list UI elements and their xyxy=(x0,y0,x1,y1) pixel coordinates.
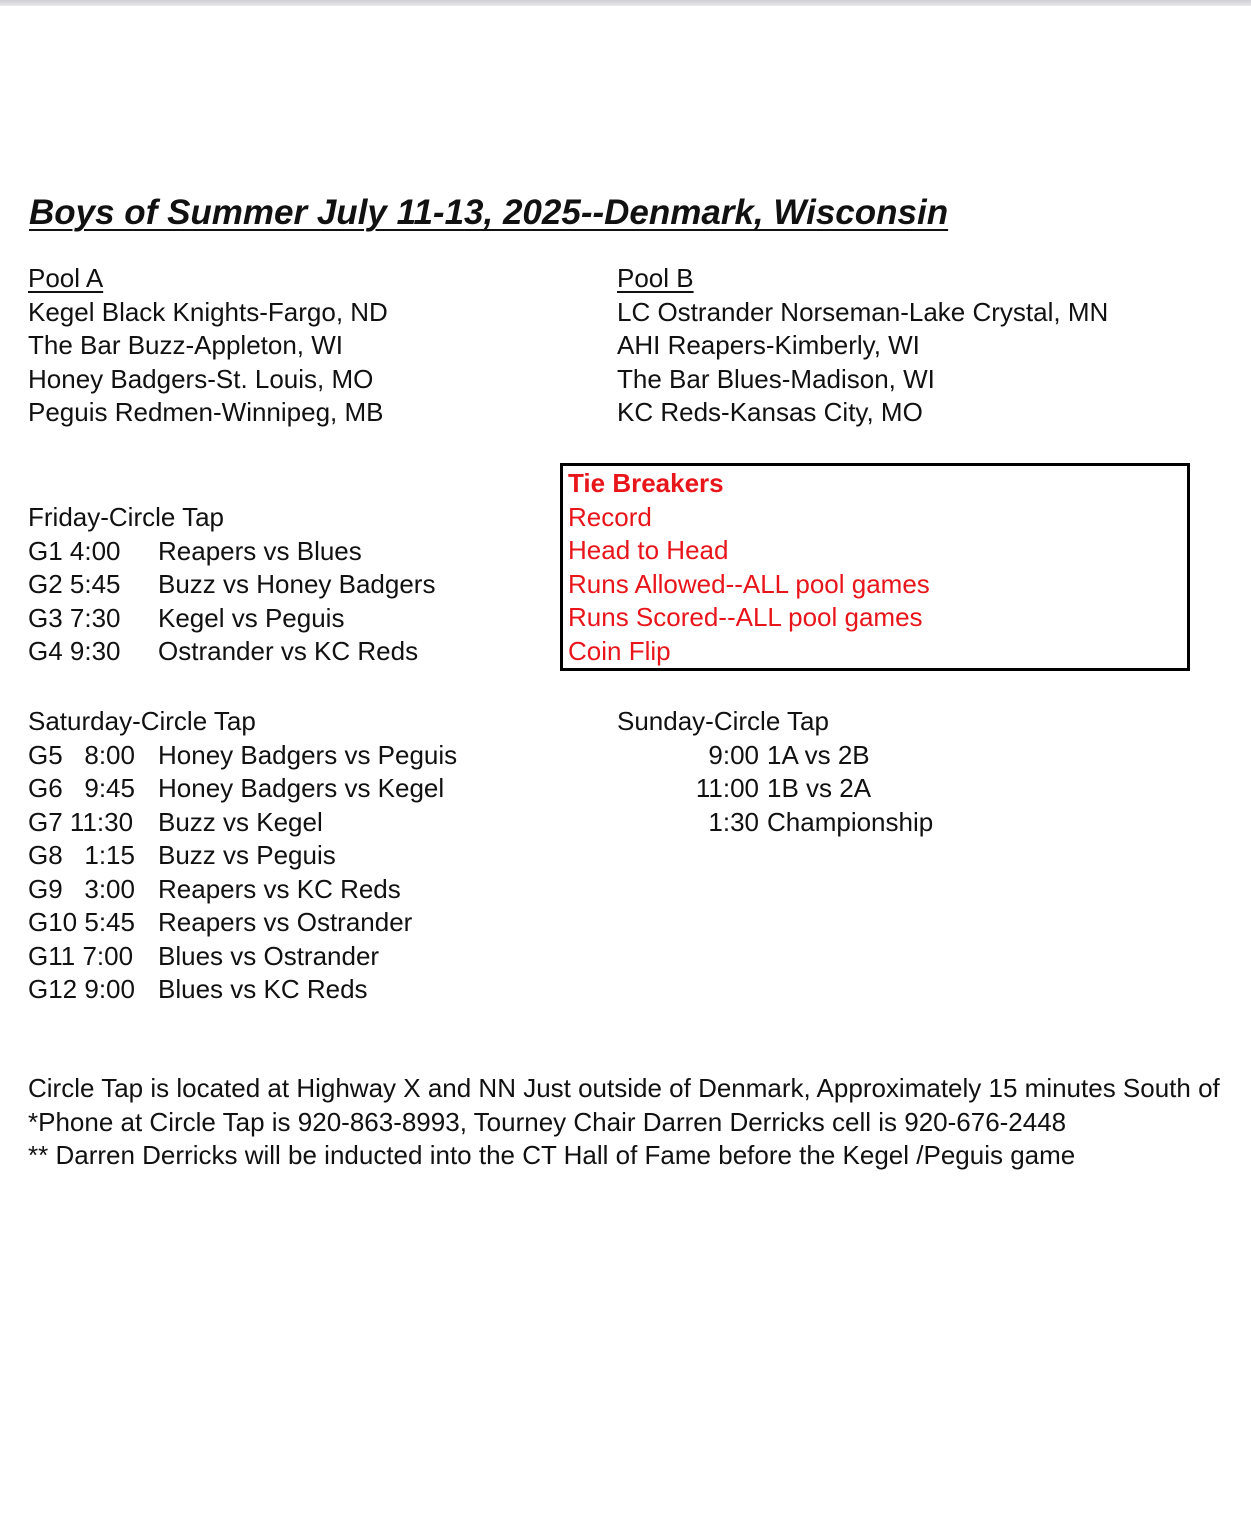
game-matchup: 1A vs 2B xyxy=(767,739,870,770)
friday-heading: Friday-Circle Tap xyxy=(28,502,225,532)
tie-breakers-heading: Tie Breakers xyxy=(568,468,724,498)
game-row xyxy=(28,535,435,569)
page-title: Boys of Summer July 11-13, 2025--Denmark, Wisconsin xyxy=(29,193,949,232)
note-hall-of-fame: ** Darren Derricks will be inducted into the CT Hall of Fame before the Kegel /Peguis game xyxy=(28,1140,1076,1170)
game-matchup: Buzz vs Honey Badgers xyxy=(158,569,436,599)
game-matchup: Buzz vs Kegel xyxy=(158,806,323,837)
top-scroll-edge xyxy=(0,0,1251,6)
game-number-time: G1 4:00 xyxy=(28,535,121,566)
game-row xyxy=(28,940,457,974)
tie-breaker-item: Coin Flip xyxy=(568,635,671,666)
game-row xyxy=(617,739,933,773)
game-number-time: G6 9:45 xyxy=(28,773,135,803)
game-matchup: Buzz vs Peguis xyxy=(158,840,336,870)
game-time: 11:00 xyxy=(695,773,759,803)
pool-b-team: KC Reds-Kansas City, MO xyxy=(617,397,923,427)
game-row xyxy=(617,772,933,806)
game-matchup: Blues vs Ostrander xyxy=(158,940,380,971)
tie-breakers xyxy=(568,467,930,668)
game-row xyxy=(28,906,457,940)
pool-a-team: Peguis Redmen-Winnipeg, MB xyxy=(28,397,384,427)
pool-b-team: AHI Reapers-Kimberly, WI xyxy=(617,330,920,360)
game-matchup: Reapers vs Blues xyxy=(158,535,362,566)
game-matchup: Championship xyxy=(767,806,934,837)
game-number-time: G10 5:45 xyxy=(28,907,135,937)
game-matchup: 1B vs 2A xyxy=(767,773,872,803)
game-matchup: Honey Badgers vs Kegel xyxy=(158,773,445,803)
game-matchup: Blues vs KC Reds xyxy=(158,974,368,1004)
game-number-time: G11 7:00 xyxy=(28,940,134,971)
sunday-schedule xyxy=(617,705,933,839)
game-time: 1:30 xyxy=(708,806,759,837)
game-matchup: Reapers vs Ostrander xyxy=(158,907,413,937)
game-time: 9:00 xyxy=(708,739,759,770)
game-number-time: G2 5:45 xyxy=(28,569,121,599)
game-number-time: G9 3:00 xyxy=(28,873,135,904)
pool-a-team: The Bar Buzz-Appleton, WI xyxy=(28,330,344,360)
pool-a xyxy=(28,262,388,430)
game-row xyxy=(28,839,457,873)
note-phone: *Phone at Circle Tap is 920-863-8993, Tourney Chair Darren Derricks cell is 920-676-2448 xyxy=(28,1106,1067,1137)
tie-breaker-item: Runs Allowed--ALL pool games xyxy=(568,568,930,599)
note-location: Circle Tap is located at Highway X and NN Just outside of Denmark, Approximately 15 minutes South of xyxy=(28,1073,1220,1103)
game-number-time: G5 8:00 xyxy=(28,739,135,770)
game-row xyxy=(28,739,457,773)
sunday-heading: Sunday-Circle Tap xyxy=(617,706,829,736)
tie-breaker-item: Runs Scored--ALL pool games xyxy=(568,602,923,632)
pool-a-team: Kegel Black Knights-Fargo, ND xyxy=(28,296,388,327)
saturday-schedule xyxy=(28,705,457,1007)
pool-a-heading: Pool A xyxy=(28,263,104,293)
tie-breaker-item: Record xyxy=(568,501,652,532)
game-row xyxy=(28,602,435,636)
game-row xyxy=(28,873,457,907)
friday-schedule xyxy=(28,501,435,669)
game-number-time: G3 7:30 xyxy=(28,602,121,633)
game-number-time: G4 9:30 xyxy=(28,636,121,666)
game-row xyxy=(28,806,457,840)
game-row xyxy=(28,973,457,1007)
pool-b-heading: Pool B xyxy=(617,263,694,293)
game-matchup: Ostrander vs KC Reds xyxy=(158,636,419,666)
pool-b xyxy=(617,262,1108,430)
game-number-time: G12 9:00 xyxy=(28,974,135,1004)
game-row xyxy=(28,635,435,669)
game-row xyxy=(28,568,435,602)
game-row xyxy=(617,806,933,840)
tie-breaker-item: Head to Head xyxy=(568,535,729,565)
notes xyxy=(28,1072,1220,1173)
pool-b-team: The Bar Blues-Madison, WI xyxy=(617,363,935,394)
game-matchup: Kegel vs Peguis xyxy=(158,602,345,633)
game-number-time: G7 11:30 xyxy=(28,806,134,837)
game-row xyxy=(28,772,457,806)
saturday-heading: Saturday-Circle Tap xyxy=(28,706,256,736)
pool-b-team: LC Ostrander Norseman-Lake Crystal, MN xyxy=(617,296,1109,327)
game-matchup: Reapers vs KC Reds xyxy=(158,873,401,904)
game-matchup: Honey Badgers vs Peguis xyxy=(158,739,458,770)
pool-a-team: Honey Badgers-St. Louis, MO xyxy=(28,363,374,394)
game-number-time: G8 1:15 xyxy=(28,840,135,870)
